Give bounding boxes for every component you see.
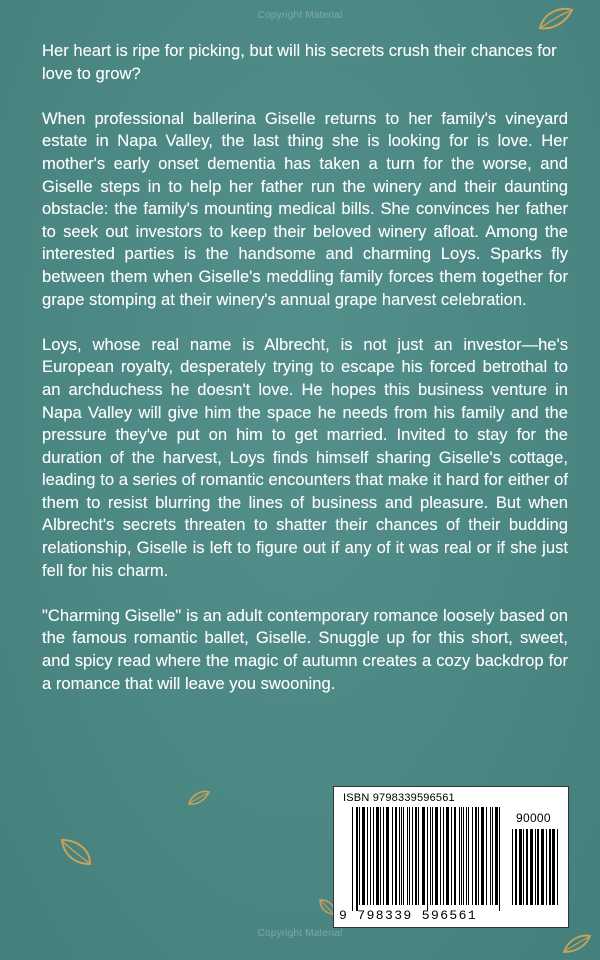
barcode-bar: [490, 807, 491, 905]
barcode-bar: [407, 807, 408, 905]
barcode-bar: [409, 807, 410, 905]
leaf-icon: [56, 836, 96, 870]
barcode-addon-bar: [519, 829, 522, 905]
barcode-bar: [435, 807, 438, 905]
barcode-bar: [446, 807, 449, 905]
barcode-addon-bar: [530, 829, 533, 905]
isbn-barcode: [333, 786, 569, 928]
barcode-bar: [463, 807, 464, 905]
barcode-bar: [367, 807, 368, 905]
barcode-bar: [499, 807, 500, 911]
barcode-bar: [356, 807, 358, 911]
barcode-addon-bar: [526, 829, 528, 905]
barcode-bar: [443, 807, 444, 905]
barcode-bar: [481, 807, 484, 905]
barcode-bar: [415, 807, 417, 905]
barcode-bar: [401, 807, 402, 905]
barcode-bar: [418, 807, 419, 905]
barcode-addon-bar: [515, 829, 517, 905]
price-code: 90000: [516, 811, 551, 825]
barcode-bar: [472, 807, 473, 905]
barcode-bar: [451, 807, 452, 905]
barcode-bar: [495, 807, 498, 905]
description-paragraph-3: "Charming Giselle" is an adult contemporary romance loosely based on the famous romantic ballet, Giselle. Snuggle up for this short, sweet, and spicy read where the magic of autumn creates a cozy backdrop for a romance that will leave you swooning.: [42, 605, 568, 693]
barcode-bar: [440, 807, 441, 905]
barcode-bar: [386, 807, 389, 905]
barcode-bar: [352, 807, 353, 911]
barcode-bar: [403, 807, 404, 905]
barcode-bar: [392, 807, 393, 905]
barcode-bar: [399, 807, 400, 905]
barcode-bar: [412, 807, 413, 905]
barcode-bar: [359, 807, 360, 905]
barcode-bar: [475, 807, 477, 905]
barcode-bar: [422, 807, 425, 905]
barcode-bar: [373, 807, 374, 905]
barcode-addon-bar: [557, 829, 558, 905]
barcode-bar: [454, 807, 456, 905]
barcode-addon-bar: [523, 829, 524, 905]
barcode-bar: [486, 807, 487, 905]
barcode-bar: [468, 807, 469, 905]
description-paragraph-2: Loys, whose real name is Albrecht, is not just an investor—he's European royalty, desperately trying to escape his forced betrothal to an archduchess he doesn't love. He hopes this business venture in Napa Valley will give him the space he needs from his family and the pressure they've put on him to get married. Invited to stay for the duration of the harvest, Loys finds himself sharing Giselle's cottage, leading to a series of romantic encounters that make it hard for either of them to resist blurring the lines of business and pleasure. But when Albrecht's secrets threaten to shatter their chances of their budding relationship, Giselle is left to figure out if any of it was real or if she just fell for his charm.: [42, 334, 568, 580]
barcode-bar: [466, 807, 467, 905]
barcode-bar: [432, 807, 433, 905]
isbn-label: ISBN 9798339596561: [343, 792, 455, 804]
barcode-addon-bar: [549, 829, 551, 905]
copyright-watermark-top: Copyright Material: [257, 10, 343, 21]
copyright-watermark-bottom: Copyright Material: [257, 928, 343, 939]
barcode-bar: [461, 807, 462, 905]
barcode-bar: [395, 807, 397, 905]
barcode-addon-bar: [537, 829, 539, 905]
barcode-bar: [492, 807, 493, 905]
description-paragraph-1: When professional ballerina Giselle returns to her family's vineyard estate in Napa Valley, the last thing she is looking for is love. Her mother's early onset dementia has taken a turn for the worse, and Giselle steps in to help her father run the winery and their daunting obstacle: the family's mounting medical bills. She convinces her father to seek out investors to keep their beloved winery afloat. Among the interested parties is the handsome and charming Loys. Sparks fly between them when Giselle's meddling family forces them together for grape stomping at their winery's annual grape harvest celebration.: [42, 108, 568, 309]
barcode-bar: [376, 807, 379, 905]
leaf-icon: [186, 788, 212, 808]
barcode-bar: [478, 807, 479, 905]
barcode-bar: [370, 807, 371, 905]
book-description: [42, 40, 568, 718]
barcode-bar: [459, 807, 460, 905]
barcode-bar: [362, 807, 365, 905]
barcode-addon-bar: [541, 829, 544, 905]
ean-digits: 9 798339 596561: [339, 908, 478, 923]
barcode-addon-bar: [535, 829, 536, 905]
barcode-bar: [380, 807, 381, 905]
barcode-bar: [430, 807, 431, 905]
leaf-icon: [536, 4, 576, 34]
barcode-bar: [427, 807, 428, 911]
barcode-bar: [383, 807, 384, 905]
barcode-addon-bar: [552, 829, 555, 905]
barcode-addon-bar: [512, 829, 513, 905]
hook-line: Her heart is ripe for picking, but will his secrets crush their chances for love to grow?: [42, 41, 557, 83]
barcode-addon-bar: [546, 829, 547, 905]
